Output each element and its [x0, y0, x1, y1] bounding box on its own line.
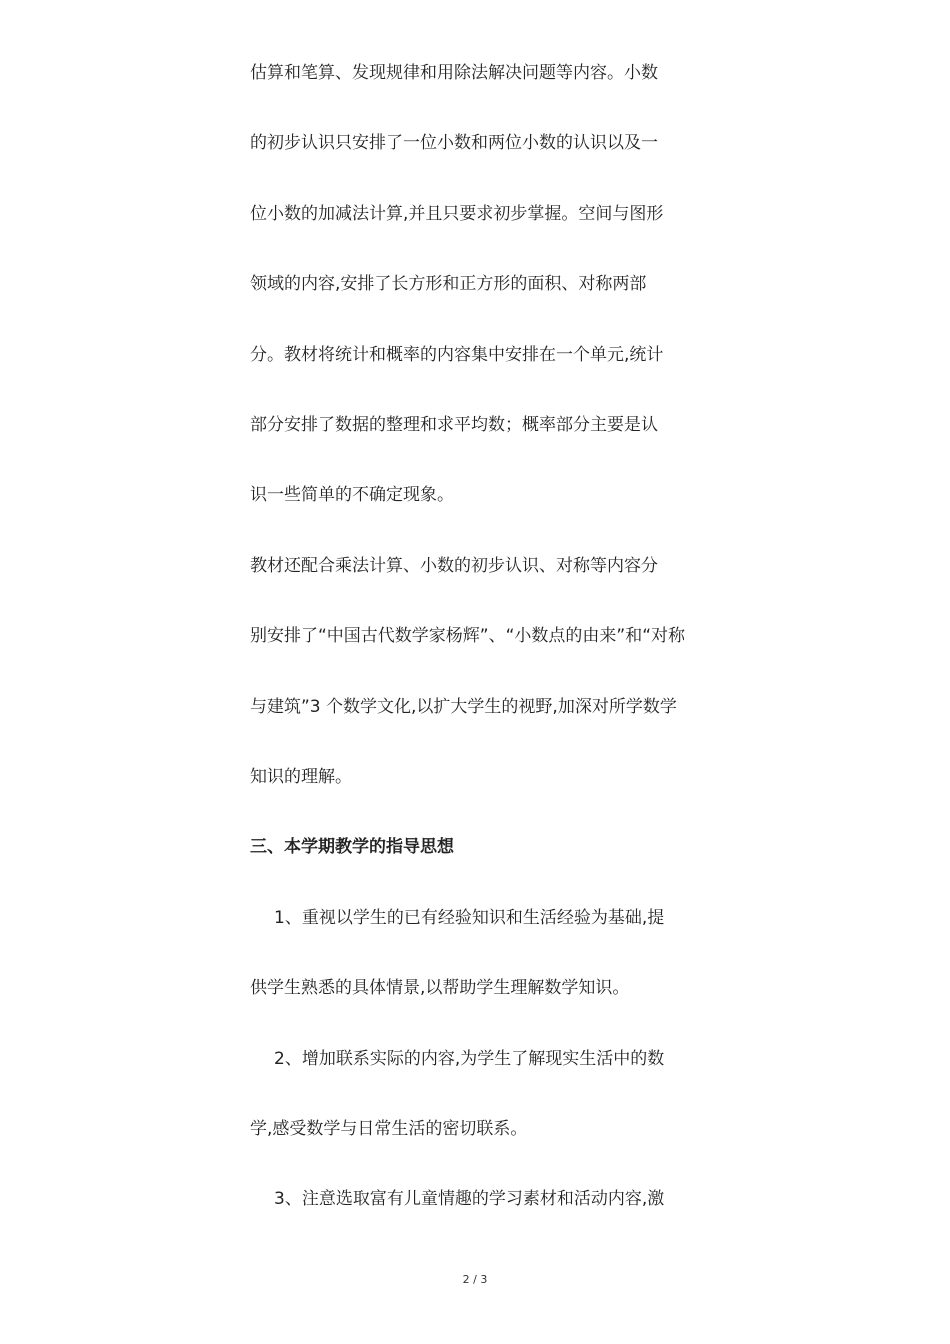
body-line: 别安排了“中国古代数学家杨辉”、“小数点的由来”和“对称	[250, 626, 686, 646]
body-line: 分。教材将统计和概率的内容集中安排在一个单元,统计	[250, 345, 664, 365]
body-line: 领域的内容,安排了长方形和正方形的面积、对称两部	[250, 274, 647, 294]
body-line: 知识的理解。	[250, 767, 352, 787]
point-line: 供学生熟悉的具体情景,以帮助学生理解数学知识。	[250, 978, 630, 998]
body-line: 的初步认识只安排了一位小数和两位小数的认识以及一	[250, 133, 658, 153]
body-line: 估算和笔算、发现规律和用除法解决问题等内容。小数	[250, 63, 658, 83]
point-line: 2、增加联系实际的内容,为学生了解现实生活中的数	[274, 1049, 665, 1069]
body-line: 与建筑”3 个数学文化,以扩大学生的视野,加深对所学数学	[250, 697, 677, 717]
body-line: 识一些简单的不确定现象。	[250, 485, 454, 505]
page-number: 2 / 3	[462, 1273, 488, 1286]
body-line: 位小数的加减法计算,并且只要求初步掌握。空间与图形	[250, 204, 664, 224]
body-line: 部分安排了数据的整理和求平均数；概率部分主要是认	[250, 415, 658, 435]
section-heading: 三、本学期教学的指导思想	[250, 837, 454, 857]
body-line: 教材还配合乘法计算、小数的初步认识、对称等内容分	[250, 556, 658, 576]
point-line: 1、重视以学生的已有经验知识和生活经验为基础,提	[274, 908, 665, 928]
point-line: 学,感受数学与日常生活的密切联系。	[250, 1119, 528, 1139]
point-line: 3、注意选取富有儿童情趣的学习素材和活动内容,激	[274, 1189, 665, 1209]
